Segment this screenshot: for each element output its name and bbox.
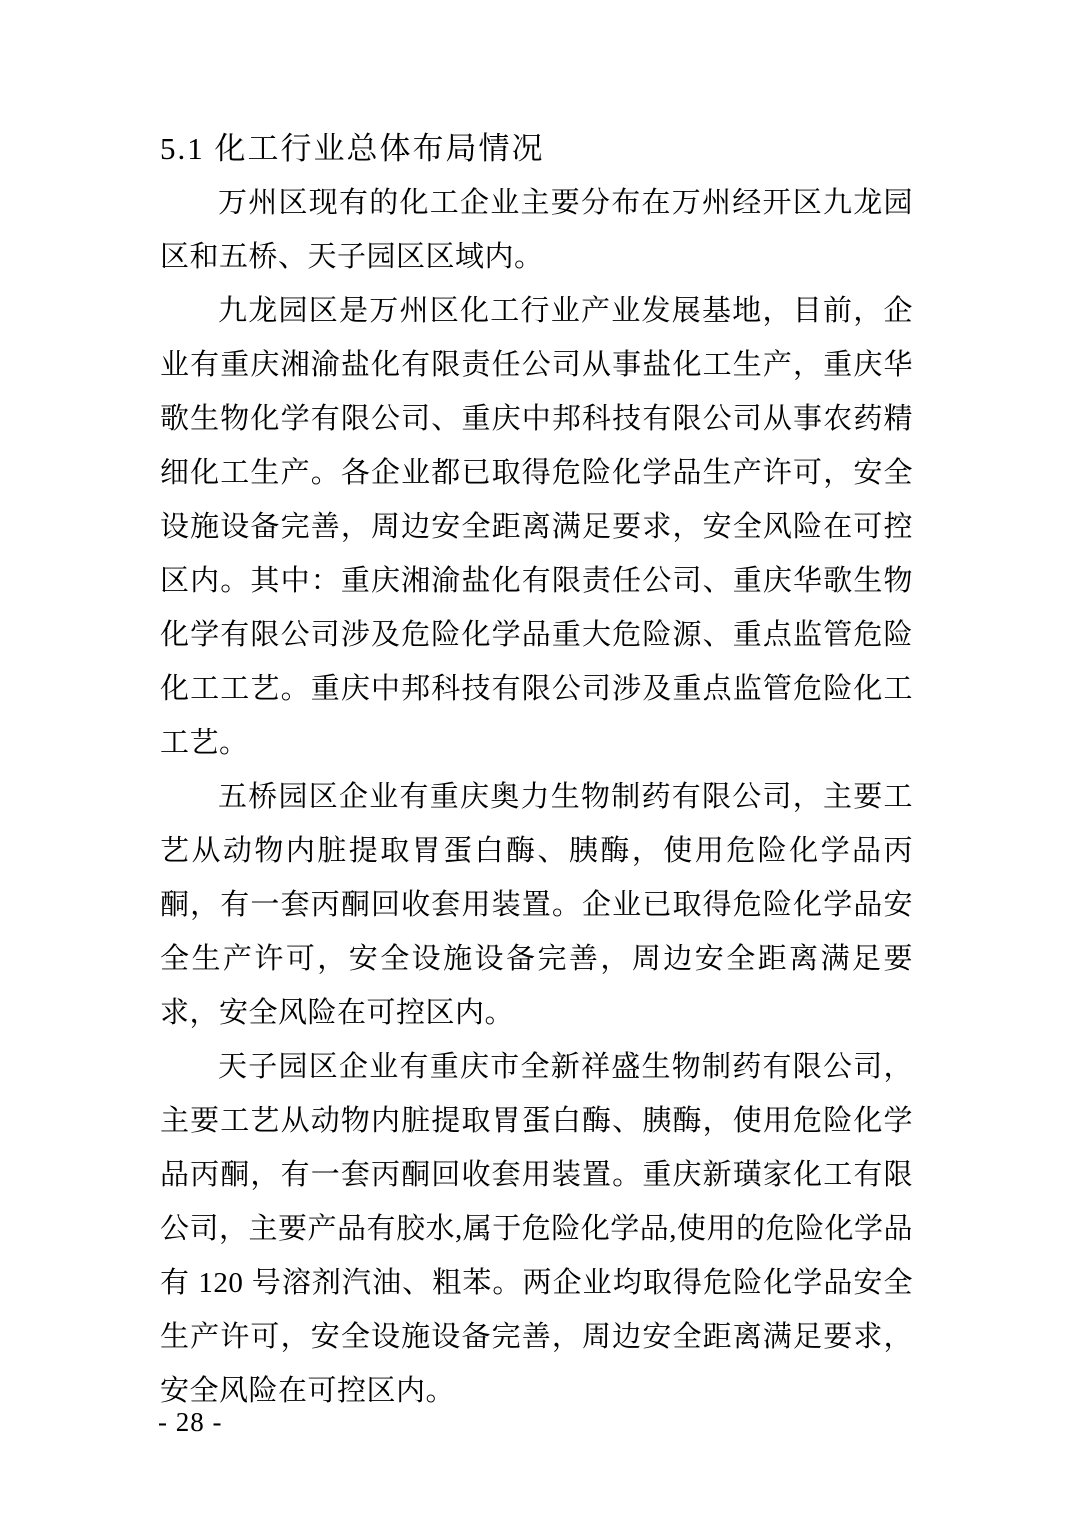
text-body [160,122,913,1418]
paragraph-tianzi-park: 天子园区企业有重庆市全新祥盛生物制药有限公司，主要工艺从动物内脏提取胃蛋白酶、胰酶，使用危险化学品丙酮，有一套丙酮回收套用装置。重庆新璜家化工有限公司，主要产品有胶水,属于危险化学品,使用的危险化学品有 120 号溶剂汽油、粗苯。两企业均取得危险化学品安全生产许可，安全设施设备完善，周边安全距离满足要求，安全风险在可控区内。 [160,1051,914,1407]
page-number: - 28 - [158,1407,223,1437]
paragraph-overview: 万州区现有的化工企业主要分布在万州经开区九龙园区和五桥、天子园区区域内。 [160,187,913,273]
section-heading: 5.1 化工行业总体布局情况 [160,131,545,166]
paragraph-wuqiao-park: 五桥园区企业有重庆奥力生物制药有限公司，主要工艺从动物内脏提取胃蛋白酶、胰酶，使用危险化学品丙酮，有一套丙酮回收套用装置。企业已取得危险化学品安全生产许可，安全设施设备完善，周边安全距离满足要求，安全风险在可控区内。 [160,781,913,1029]
paragraph-jiulong-park: 九龙园区是万州区化工行业产业发展基地，目前，企业有重庆湘渝盐化有限责任公司从事盐化工生产，重庆华歌生物化学有限公司、重庆中邦科技有限公司从事农药精细化工生产。各企业都已取得危险化学品生产许可，安全设施设备完善，周边安全距离满足要求，安全风险在可控区内。其中：重庆湘渝盐化有限责任公司、重庆华歌生物化学有限公司涉及危险化学品重大危险源、重点监管危险化工工艺。重庆中邦科技有限公司涉及重点监管危险化工工艺。 [160,295,913,759]
